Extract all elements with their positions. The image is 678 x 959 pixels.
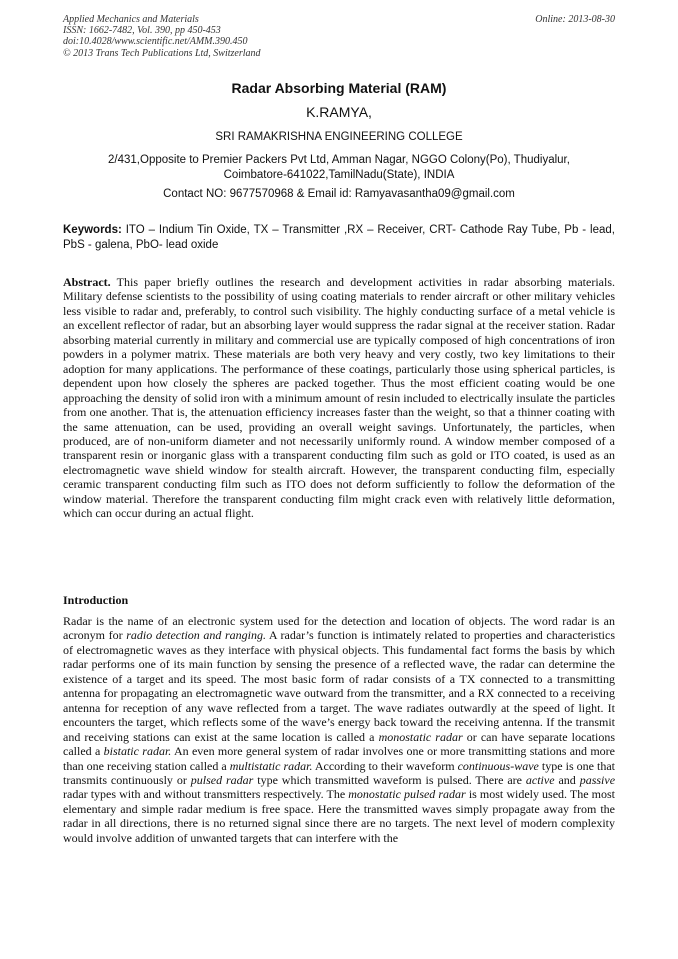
intro-emphasis: passive	[579, 772, 616, 787]
author-college: SRI RAMAKRISHNA ENGINEERING COLLEGE	[215, 131, 463, 143]
address-line-1: 2/431,Opposite to Premier Packers Pvt Ltd, Amman Nagar, NGGO Colony(Po), Thudiyalur,	[108, 154, 570, 166]
intro-emphasis: pulsed radar	[190, 772, 254, 787]
author-address	[63, 153, 615, 182]
introduction-text	[63, 614, 615, 845]
intro-emphasis: multistatic radar.	[229, 758, 313, 773]
address-line-2: Coimbatore-641022,TamilNadu(State), INDIA	[223, 168, 455, 181]
intro-text: radar types with and without transmitters respectively. The	[63, 787, 349, 802]
intro-text: or can have separate locations called a	[63, 729, 615, 759]
keywords-section	[63, 223, 615, 253]
intro-text: An even more general system of radar involves one or more transmitting stations and more than one receiving station called a	[63, 744, 615, 773]
intro-emphasis: monostatic pulsed radar	[348, 787, 466, 802]
abstract-section	[63, 275, 615, 521]
intro-emphasis: monostatic radar	[378, 729, 463, 744]
journal-doi: doi:10.4028/www.scientific.net/AMM.390.450	[63, 36, 248, 48]
abstract-label: Abstract.	[63, 275, 111, 289]
intro-text: A radar’s function is intimately related to properties and characteristics of electromagnetic waves as they interface with physical objects. This fundamental fact forms the basis by which radar performs one of its main function by sensing the presence of a reflected wave, the radar can determine the existence of a target and its speed. The most basic form of radar consists of a TX connected to a transmitting antenna for propagating an electromagnetic wave outward from the transmitter, and a RX connected to a receiving antenna for reception of any wave reflected from a target. The wave radiates outwardly at the speed of light. It encounters the target, which reflects some of the wave’s energy back toward the receiving antenna. If the transmit and receiving stations can exist at the same location is called a	[63, 628, 615, 744]
intro-text: Radar is the name of an electronic system used for the detection and location of objects. The word radar is an acronym for	[63, 614, 615, 643]
journal-header	[63, 14, 261, 59]
intro-emphasis: radio detection and ranging.	[126, 628, 266, 643]
journal-copyright: © 2013 Trans Tech Publications Ltd, Switzerland	[63, 47, 261, 59]
intro-emphasis: active	[525, 772, 555, 787]
journal-issn: ISSN: 1662-7482, Vol. 390, pp 450-453	[63, 25, 221, 37]
intro-emphasis: bistatic radar.	[103, 744, 172, 759]
intro-text: and	[554, 772, 580, 787]
journal-name: Applied Mechanics and Materials	[63, 14, 199, 25]
intro-text: type is one that transmits continuously or	[63, 758, 615, 787]
intro-text: is most widely used. The most elementary and simple radar medium is free space. Here the transmitted waves simply propagate away from the radar in all directions, there is no returned signal since there are no targets. The next level of modern complexity would involve addition of unwanted targets that can interfere with the	[63, 787, 615, 845]
intro-emphasis: continuous-wave	[457, 758, 539, 773]
intro-text: type which transmitted waveform is pulsed. There are	[253, 772, 526, 787]
paper-title: Radar Absorbing Material (RAM)	[231, 80, 447, 96]
keywords-label: Keywords:	[63, 224, 122, 236]
author-name: K.RAMYA,	[306, 104, 372, 120]
intro-text: According to their waveform	[312, 758, 458, 773]
author-contact: Contact NO: 9677570968 & Email id: Ramyavasantha09@gmail.com	[163, 188, 515, 200]
abstract-text: This paper briefly outlines the research and development activities in radar absorbing materials. Military defense scientists to the possibility of using coating materials to render aircraft or other military vehicles less visible to radar and, preferably, to control such visibility. The highly conducting surface of a metal vehicle is an excellent reflector of radar, but an absorbing layer would suppress the radar signal at the receiver station. Radar absorbing material currently in military and commercial use are typically composed of high concentrations of iron powders in a polymer matrix. These materials are both very heavy and very costly, two key limitations to their adoption for many applications. The performance of these coatings, particularly those using spherical particles, is dependent upon how closely the spheres are packed together. Thus the most efficient coating would be one approaching the density of solid iron with a minimum amount of resin included to electrically insulate the particles from one another. That is, the attenuation efficiency increases faster than the weight, so that a thinner coating with the same attenuation, can be used, providing an overall weight savings. Unfortunately, the particles, when produced, are of non-uniform diameter and not necessarily uniformly round. A window member composed of a transparent resin or inorganic glass with a transparent conducting film such as gold or ITO coated, is used as an electromagnetic wave shield window for stealth aircraft. However, the transparent conducting film, especially ceramic transparent conducting film such as ITO does not deform sufficiently to follow the deformation of the window material. Therefore the transparent conducting film might crack even with relatively little deformation, which can occur during an actual flight.	[63, 275, 615, 521]
online-date: Online: 2013-08-30	[535, 14, 615, 25]
introduction-heading: Introduction	[63, 593, 129, 607]
keywords-text: ITO – Indium Tin Oxide, TX – Transmitter ,RX – Receiver, CRT- Cathode Ray Tube, Pb - lead, PbS - galena, PbO- lead oxide	[63, 224, 615, 251]
